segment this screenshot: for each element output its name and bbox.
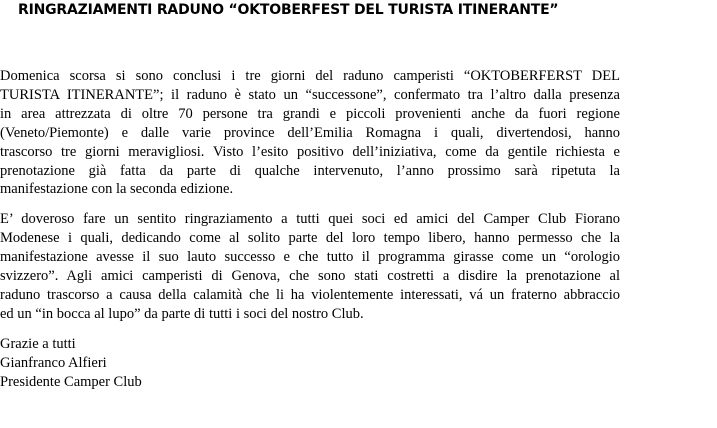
paragraph-2 <box>0 210 620 323</box>
signature-role: Presidente Camper Club <box>0 373 142 390</box>
paragraph-line: manifestazione con la seconda edizione. <box>0 181 234 198</box>
paragraph-line: in area attrezzata di oltre 70 persone tra grandi e piccoli provenienti anche da fuori regione <box>0 105 620 122</box>
paragraph-line: manifestazione avesse il suo lauto successo e che tutto il programma girasse come un “orologio <box>0 249 620 266</box>
closing-block <box>0 335 620 392</box>
paragraph-line: Modenese i quali, dedicando come al solito parte del loro tempo libero, hanno permesso che la <box>0 230 620 247</box>
signature-name: Gianfranco Alfieri <box>0 354 107 371</box>
document-title: RINGRAZIAMENTI RADUNO “OKTOBERFEST DEL TURISTA ITINERANTE” <box>18 2 559 18</box>
paragraph-1 <box>0 67 620 199</box>
paragraph-line: trascorso tre giorni meravigliosi. Visto l’esito positivo dell’iniziativa, come da gentile richiesta e <box>0 143 620 160</box>
paragraph-line: E’ doveroso fare un sentito ringraziamento a tutti quei soci ed amici del Camper Club Fiorano <box>0 211 620 228</box>
paragraph-line: raduno trascorso a causa della calamità che li ha violentemente interessati, vá un fraterno abbraccio <box>0 286 620 303</box>
paragraph-line: TURISTA ITINERANTE”; il raduno è stato un “successone”, confermato tra l’altro dalla presenza <box>0 86 620 103</box>
document-body <box>0 67 620 392</box>
paragraph-line: Domenica scorsa si sono conclusi i tre giorni del raduno camperisti “OKTOBERFERST DEL <box>0 68 620 84</box>
paragraph-line: svizzero”. Agli amici camperisti di Genova, che sono stati costretti a disdire la prenotazione al <box>0 268 620 285</box>
closing-greeting: Grazie a tutti <box>0 335 76 352</box>
paragraph-line: ed un “in bocca al lupo” da parte di tutti i soci del nostro Club. <box>0 305 364 322</box>
paragraph-line: prenotazione già fatta da parte di qualche intervenuto, l’anno prossimo sarà ripetuta la <box>0 162 620 179</box>
paragraph-line: (Veneto/Piemonte) e dalle varie province dell’Emilia Romagna i quali, divertendosi, hanno <box>0 124 620 141</box>
